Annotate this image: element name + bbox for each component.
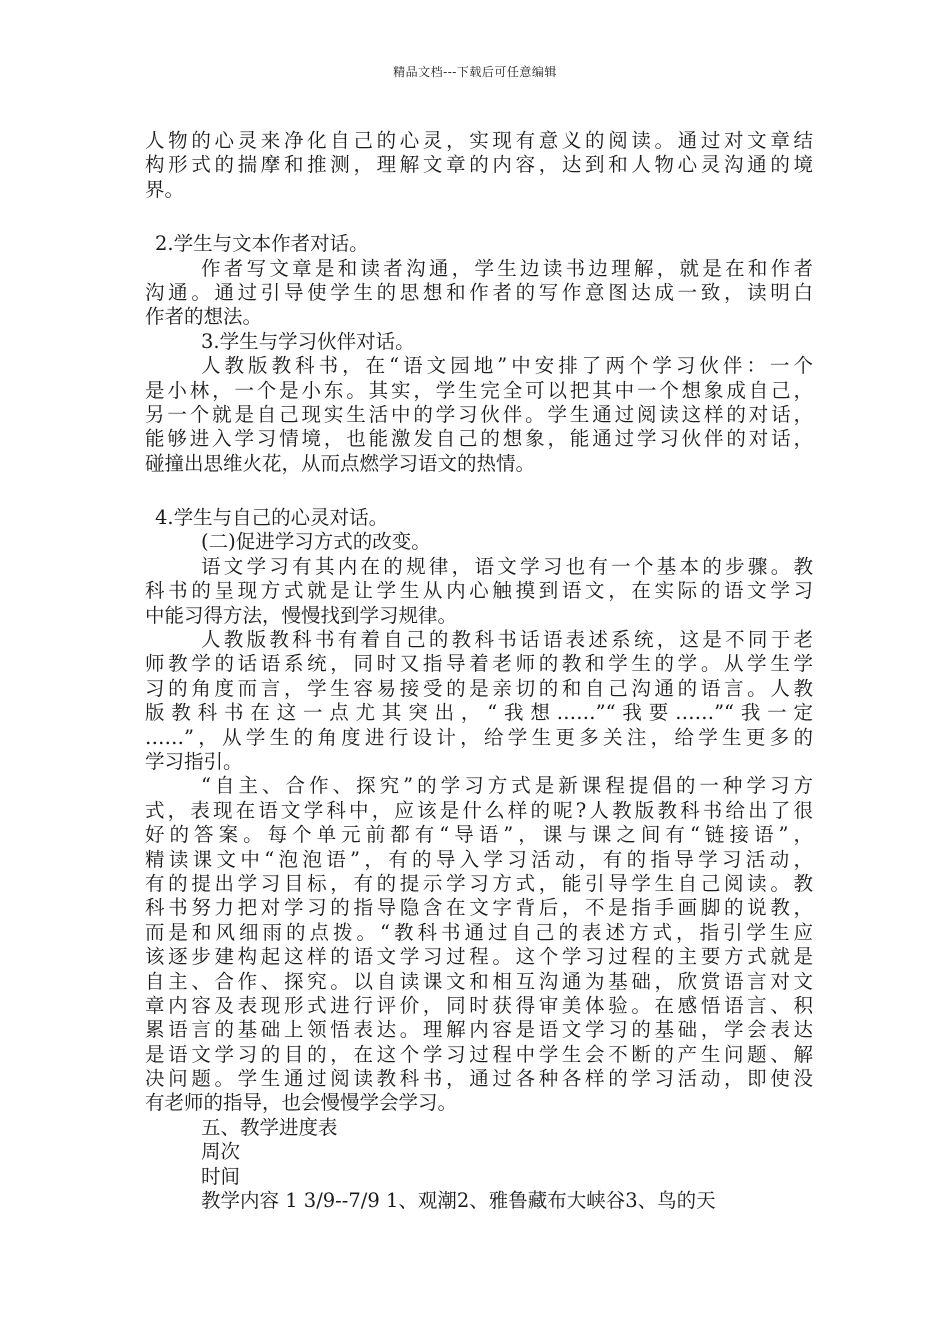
text-line: 有的提出学习目标，有的提示学习方式，能引导学生自己阅读。教 [145,871,813,895]
text-line: 版教科书在这一点尤其突出，“我想……”“我要……”“我一定 [145,701,813,725]
text-line: 自主、合作、探究。以自读课文和相互沟通为基础，欣赏语言对文 [145,969,813,993]
text-line: ……”，从学生的角度进行设计，给学生更多关注，给学生更多的 [145,725,813,749]
text-line: 中能习得方法，慢慢找到学习规律。 [145,603,458,627]
section-heading: 3.学生与学习伙伴对话。 [201,329,415,353]
text-line: 精读课文中“泡泡语”，有的导入学习活动，有的指导学习活动， [145,847,813,871]
text-line: 是语文学习的目的，在这个学习过程中学生会不断的产生问题、解 [145,1042,813,1066]
text-line: 科书努力把对学习的指导隐含在文字背后，不是指手画脚的说教， [145,896,813,920]
text-line: 教学内容 1 3/9--7/9 1、观潮2、雅鲁藏布大峡谷3、鸟的天 [201,1189,716,1213]
text-line: 决问题。学生通过阅读教科书，通过各种各样的学习活动，即使没 [145,1067,813,1091]
text-line: 界。 [145,177,185,201]
text-line: 学习指引。 [145,749,243,773]
document-body [145,129,813,1213]
text-line: 碰撞出思维火花，从而点燃学习语文的热情。 [145,451,536,475]
text-line: 人教版教科书，在“语文园地”中安排了两个学习伙伴：一个 [201,354,813,378]
text-line: 沟通。通过引导使学生的思想和作者的写作意图达成一致，读明白 [145,280,813,304]
text-line: 周次 [201,1140,241,1164]
text-line: 习的角度而言，学生容易接受的是亲切的和自己沟通的语言。人教 [145,676,813,700]
text-line: 另一个就是自己现实生活中的学习伙伴。学生通过阅读这样的对话， [145,402,813,426]
section-heading: 4.学生与自己的心灵对话。 [155,506,389,530]
text-line: “自主、合作、探究”的学习方式是新课程提倡的一种学习方 [201,774,813,798]
text-line: 时间 [201,1164,241,1188]
text-line: 该逐步建构起这样的语文学习过程。这个学习过程的主要方式就是 [145,945,813,969]
text-line: 作者的想法。 [145,305,263,329]
text-line: 好的答案。每个单元前都有“导语”，课与课之间有“链接语”， [145,823,813,847]
text-line: 师教学的话语系统，同时又指导着老师的教和学生的学。从学生学 [145,652,813,676]
text-line: 而是和风细雨的点拨。“教科书通过自己的表述方式，指引学生应 [145,920,813,944]
paragraph-gap [145,202,813,232]
text-line: 作者写文章是和读者沟通，学生边读书边理解，就是在和作者 [201,256,813,280]
text-line: 科书的呈现方式就是让学生从内心触摸到语文，在实际的语文学习 [145,579,813,603]
text-line: 构形式的揣摩和推测，理解文章的内容，达到和人物心灵沟通的境 [145,153,813,177]
text-line: 有老师的指导，也会慢慢学会学习。 [145,1091,458,1115]
text-line: 语文学习有其内在的规律，语文学习也有一个基本的步骤。教 [201,554,813,578]
text-line: 是小林，一个是小东。其实，学生完全可以把其中一个想象成自己， [145,378,813,402]
text-line: 章内容及表现形式进行评价，同时获得审美体验。在感悟语言、积 [145,993,813,1017]
text-line: 人教版教科书有着自己的教科书话语表述系统，这是不同于老 [201,628,813,652]
text-line: 式，表现在语文学科中，应该是什么样的呢?人教版教科书给出了很 [145,798,813,822]
text-line: 人物的心灵来净化自己的心灵，实现有意义的阅读。通过对文章结 [145,129,813,152]
section-heading: (二)促进学习方式的改变。 [201,530,431,554]
text-line: 能够进入学习情境，也能激发自己的想象，能通过学习伙伴的对话， [145,427,813,451]
text-line: 累语言的基础上领悟表达。理解内容是语文学习的基础，学会表达 [145,1018,813,1042]
page-header: 精品文档---下载后可任意编辑 [393,65,557,79]
section-heading: 2.学生与文本作者对话。 [155,232,369,256]
paragraph-gap [145,476,813,506]
section-heading: 五、教学进度表 [201,1115,338,1139]
